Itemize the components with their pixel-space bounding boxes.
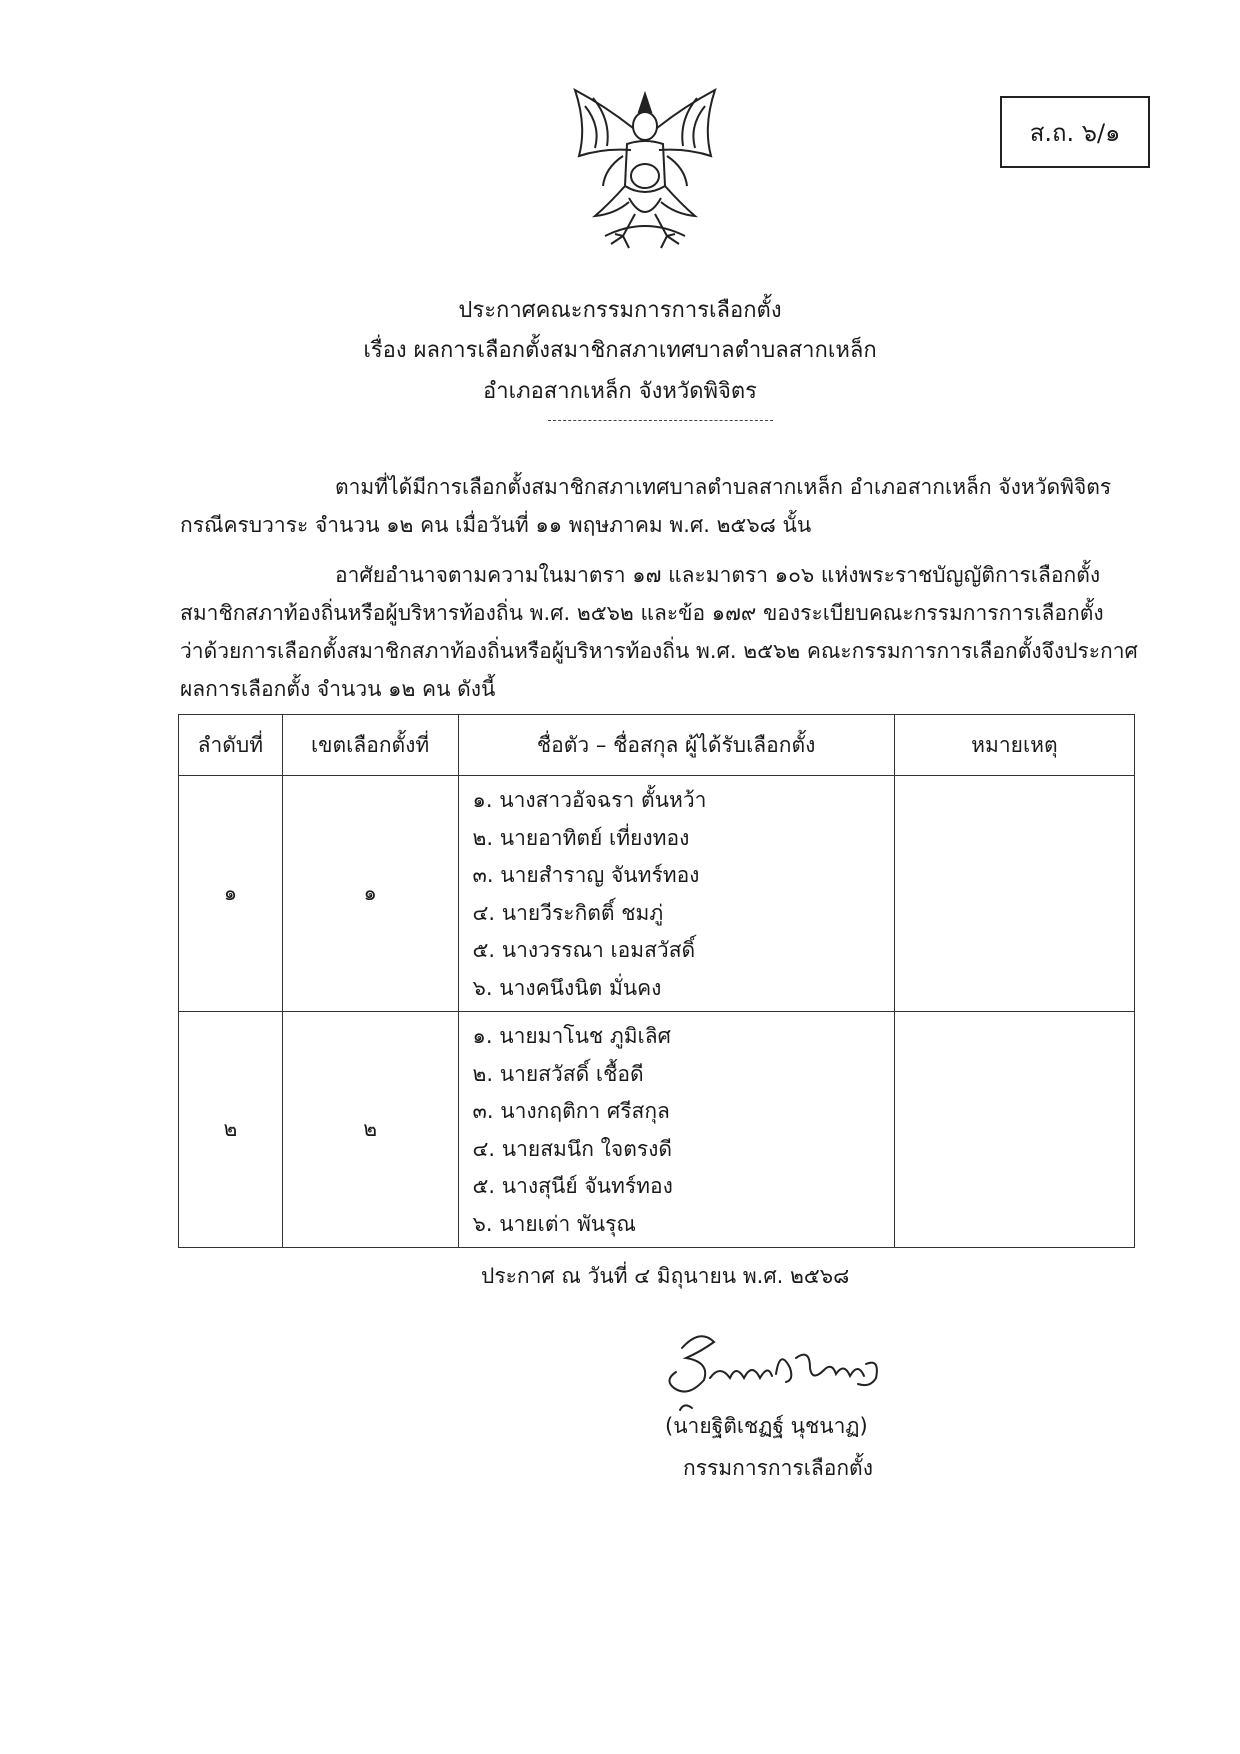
order-cell: ๑ xyxy=(179,776,283,1012)
paragraph-background xyxy=(180,468,1140,544)
results-table xyxy=(178,714,1135,1248)
header-order: ลำดับที่ xyxy=(179,715,283,776)
elected-name: ๔. นายวีระกิตติ์ ชมภู่ xyxy=(472,900,664,925)
remarks-cell xyxy=(894,1012,1134,1248)
paragraph-line: สมาชิกสภาท้องถิ่นหรือผู้บริหารท้องถิ่น พ.ศ. ๒๕๖๒ และข้อ ๑๗๙ ของระเบียบคณะกรรมการการเลือกตั้ง xyxy=(180,601,1104,625)
header-elected-names: ชื่อตัว – ชื่อสกุล ผู้ได้รับเลือกตั้ง xyxy=(458,715,894,776)
order-cell: ๒ xyxy=(179,1012,283,1248)
table-header-row xyxy=(179,715,1135,776)
paragraph-line: ว่าด้วยการเลือกตั้งสมาชิกสภาท้องถิ่นหรือผู้บริหารท้องถิ่น พ.ศ. ๒๕๖๒ คณะกรรมการการเลือกตั้งจึงประกาศ xyxy=(180,639,1138,663)
elected-name: ๖. นายเต่า พันรุณ xyxy=(472,1211,636,1236)
paragraph-authority xyxy=(180,556,1140,708)
elected-name: ๑. นายมาโนช ภูมิเลิศ xyxy=(472,1024,671,1048)
elected-name: ๓. นางกฤติกา ศรีสกุล xyxy=(472,1099,670,1123)
paragraph-line: ผลการเลือกตั้ง จำนวน ๑๒ คน ดังนี้ xyxy=(180,677,496,701)
district-cell: ๒ xyxy=(282,1012,458,1248)
table-row xyxy=(179,776,1135,1012)
announcement-heading: ประกาศคณะกรรมการการเลือกตั้ง xyxy=(458,298,782,323)
table-row xyxy=(179,1012,1135,1248)
signer-name: (นายฐิติเชฏฐ์ นุชนาฏ) xyxy=(665,1414,868,1438)
names-cell xyxy=(458,1012,894,1248)
form-code-box xyxy=(1000,96,1150,168)
signer-position: กรรมการการเลือกตั้ง xyxy=(683,1456,873,1480)
elected-name: ๔. นายสมนึก ใจตรงดี xyxy=(472,1136,673,1161)
heading-divider xyxy=(548,420,773,421)
elected-name: ๒. นายสวัสดิ์ เชื้อดี xyxy=(472,1061,644,1086)
elected-name: ๑. นางสาวอัจฉรา ตั้นหว้า xyxy=(472,788,707,812)
district-cell: ๑ xyxy=(282,776,458,1012)
elected-name: ๓. นายสำราญ จันทร์ทอง xyxy=(472,863,700,887)
elected-name: ๕. นางสุนีย์ จันทร์ทอง xyxy=(472,1174,673,1198)
garuda-emblem-icon xyxy=(565,86,725,258)
names-cell xyxy=(458,776,894,1012)
announcement-subject: เรื่อง ผลการเลือกตั้งสมาชิกสภาเทศบาลตำบลสากเหล็ก xyxy=(363,338,877,363)
elected-name: ๒. นายอาทิตย์ เที่ยงทอง xyxy=(472,825,690,850)
paragraph-line: ตามที่ได้มีการเลือกตั้งสมาชิกสภาเทศบาลตำบลสากเหล็ก อำเภอสากเหล็ก จังหวัดพิจิตร xyxy=(335,475,1112,499)
elected-name: ๕. นางวรรณา เอมสวัสดิ์ xyxy=(472,938,696,962)
elected-name: ๖. นางคนึงนิต มั่นคง xyxy=(472,975,662,1000)
header-remarks: หมายเหตุ xyxy=(894,715,1134,776)
paragraph-line: กรณีครบวาระ จำนวน ๑๒ คน เมื่อวันที่ ๑๑ พฤษภาคม พ.ศ. ๒๕๖๘ นั้น xyxy=(180,513,812,537)
announcement-location: อำเภอสากเหล็ก จังหวัดพิจิตร xyxy=(483,379,757,404)
announcement-date: ประกาศ ณ วันที่ ๔ มิถุนายน พ.ศ. ๒๕๖๘ xyxy=(481,1264,850,1288)
form-code-label: ส.ถ. ๖/๑ xyxy=(1029,118,1121,147)
paragraph-line: อาศัยอำนาจตามความในมาตรา ๑๗ และมาตรา ๑๐๖ แห่งพระราชบัญญัติการเลือกตั้ง xyxy=(335,563,1101,587)
header-district: เขตเลือกตั้งที่ xyxy=(282,715,458,776)
remarks-cell xyxy=(894,776,1134,1012)
